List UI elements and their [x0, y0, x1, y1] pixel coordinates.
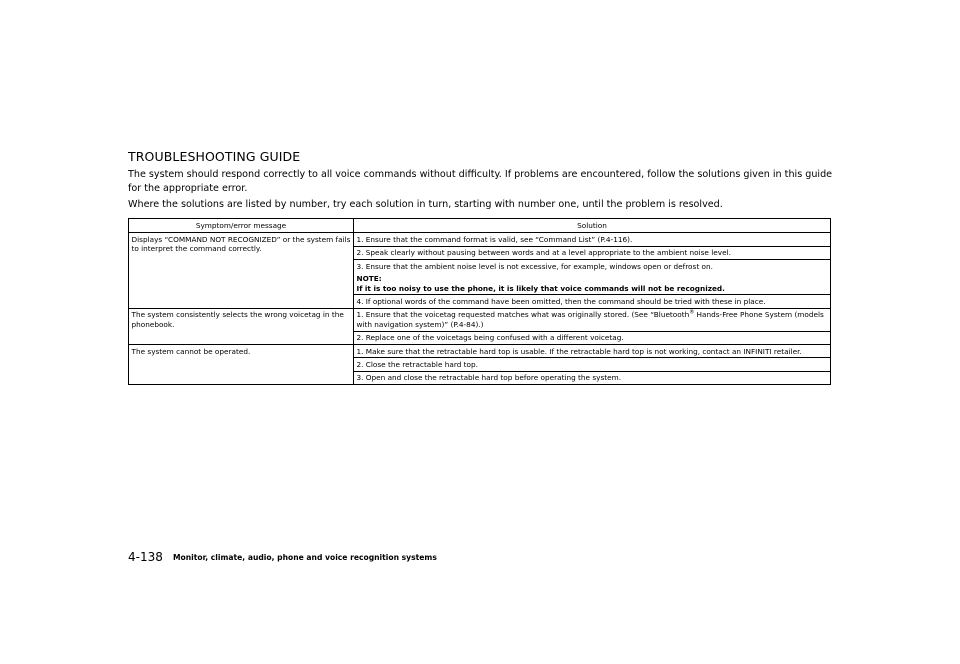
table-row [129, 233, 831, 246]
solution-header: Solution [354, 219, 831, 233]
solution-cell: 2. Close the retractable hard top. [354, 358, 831, 371]
solution-cell: 2. Speak clearly without pausing between words and at a level appropriate to the ambient noise level. [354, 246, 831, 259]
intro-paragraph: The system should respond correctly to all voice commands without difficulty. If problems are encountered, follow the solutions given in this guide for the appropriate error. [128, 169, 833, 194]
page-number: 4-138 [128, 550, 163, 564]
registered-mark: ® [689, 309, 695, 316]
symptom-cell: The system cannot be operated. [129, 345, 354, 385]
solution-cell: 1. Ensure that the command format is valid, see “Command List” (P.4-116). [354, 233, 831, 246]
section-title: TROUBLESHOOTING GUIDE [128, 149, 301, 164]
symptom-header: Symptom/error message [129, 219, 354, 233]
symptom-cell: Displays “COMMAND NOT RECOGNIZED” or the system fails to interpret the command correctly. [129, 233, 354, 308]
solution-cell: 4. If optional words of the command have been omitted, then the command should be tried with these in place. [354, 295, 831, 308]
solution-cell: 1. Make sure that the retractable hard top is usable. If the retractable hard top is not working, contact an INFINITI retailer. [354, 345, 831, 358]
solution-cell [354, 260, 831, 295]
table-row [129, 345, 831, 358]
note-label: NOTE: [356, 274, 382, 284]
solution-cell: 2. Replace one of the voicetags being confused with a different voicetag. [354, 331, 831, 344]
chapter-title: Monitor, climate, audio, phone and voice recognition systems [173, 553, 437, 562]
instructions-paragraph: Where the solutions are listed by number, try each solution in turn, starting with number one, until the problem is resolved. [128, 199, 723, 210]
symptom-cell: The system consistently selects the wrong voicetag in the phonebook. [129, 308, 354, 344]
note-text: If it is too noisy to use the phone, it is likely that voice commands will not be recognized. [356, 283, 725, 293]
solution-text: 3. Ensure that the ambient noise level is not excessive, for example, windows open or defrost on. [356, 261, 713, 271]
solution-cell: 3. Open and close the retractable hard top before operating the system. [354, 371, 831, 384]
troubleshooting-table [128, 218, 831, 385]
table-header-row [129, 219, 831, 233]
solution-text-tail: Hands-Free Phone System (models with navigation system)” (P.4-84).) [356, 310, 824, 329]
solution-text: 1. Ensure that the voicetag requested matches what was originally stored. (See “Bluetooth [356, 310, 690, 320]
solution-cell [354, 308, 831, 331]
table-row [129, 308, 831, 331]
